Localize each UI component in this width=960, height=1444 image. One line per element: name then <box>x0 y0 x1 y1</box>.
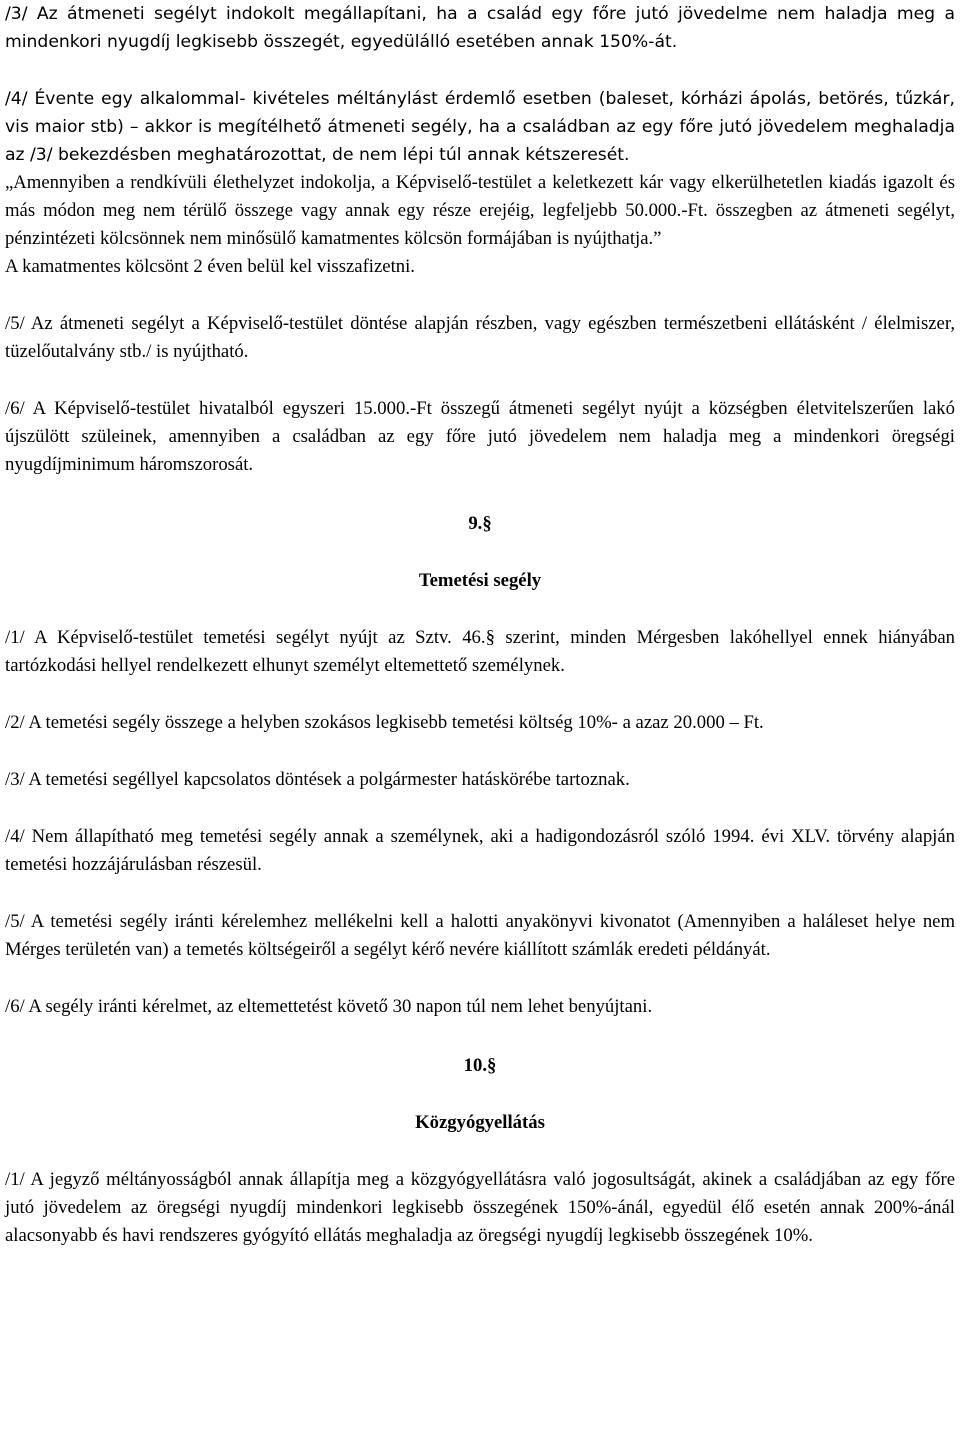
paragraph-4-loan-repayment: A kamatmentes kölcsönt 2 éven belül kel visszafizetni. <box>5 256 415 277</box>
section-9-paragraph-3: /3/ A temetési segéllyel kapcsolatos döntések a polgármester hatáskörébe tartoznak. <box>5 769 630 790</box>
section-10-title: Közgyógyellátás <box>415 1112 545 1133</box>
section-10-paragraph-1: /1/ A jegyző méltányosságból annak állapítja meg a közgyógyellátásra való jogosultságát, akinek a családjában az egy főre jutó jövedelem az öregségi nyugdíj mindenkori legkisebb összegének 150%-ánál, egyedül élő esetén annak 200%-ánál alacsonyabb és havi rendszeres gyógyító ellátás meghaladja az öregségi nyugdíj legkisebb összegének 10%. <box>5 1169 955 1246</box>
section-9-paragraph-4: /4/ Nem állapítható meg temetési segély annak a személynek, aki a hadigondozásról szóló 1994. évi XLV. törvény alapján temetési hozzájárulásban részesül. <box>5 826 955 875</box>
section-9-paragraph-6: /6/ A segély iránti kérelmet, az eltemettetést követő 30 napon túl nem lehet benyújtani. <box>5 996 653 1017</box>
paragraph-6-newborn-aid: /6/ A Képviselő-testület hivatalból egyszeri 15.000.-Ft összegű átmeneti segélyt nyújt a községben életvitelszerűen lakó újszülött szüleinek, amennyiben a családban az egy főre jutó jövedelem nem haladja meg a mindenkori öregségi nyugdíjminimum háromszorosát. <box>5 398 955 475</box>
section-9-paragraph-2: /2/ A temetési segély összege a helyben szokásos legkisebb temetési költség 10%- a azaz 20.000 – Ft. <box>5 712 764 733</box>
section-9-paragraph-1: /1/ A Képviselő-testület temetési segélyt nyújt az Sztv. 46.§ szerint, minden Mérgesben lakóhellyel ennek hiányában tartózkodási hellyel rendelkezett elhunyt személyt eltemettető személynek. <box>5 627 955 676</box>
paragraph-4-exceptional-aid: /4/ Évente egy alkalommal- kivételes méltánylást érdemlő esetben (baleset, kórházi ápolás, betörés, tűzkár, vis maior stb) – akkor is megítélhető átmeneti segély, ha a családban az egy főre jutó jövedelem meghaladja az /3/ bekezdésben meghatározottat, de nem lépi túl annak kétszeresét. <box>5 89 955 165</box>
paragraph-5-in-kind-aid: /5/ Az átmeneti segélyt a Képviselő-testület döntése alapján részben, vagy egészben természetbeni ellátásként / élelmiszer, tüzelőutalvány stb./ is nyújtható. <box>5 313 955 362</box>
section-10-number: 10.§ <box>463 1055 497 1076</box>
paragraph-3-income-limit: /3/ Az átmeneti segélyt indokolt megállapítani, ha a család egy főre jutó jövedelme nem haladja meg a mindenkori nyugdíj legkisebb összegét, egyedülálló esetében annak 150%-át. <box>5 4 955 52</box>
section-9-number: 9.§ <box>468 513 492 534</box>
section-9-paragraph-5: /5/ A temetési segély iránti kérelemhez mellékelni kell a halotti anyakönyvi kivonatot (Amennyiben a haláleset helye nem Mérges területén van) a temetés költségeiről a segélyt kérő nevére kiállított számlák eredeti példányát. <box>5 911 955 960</box>
section-9-title: Temetési segély <box>418 570 542 591</box>
paragraph-4-interest-free-loan: „Amennyiben a rendkívüli élethelyzet indokolja, a Képviselő-testület a keletkezett kár vagy elkerülhetetlen kiadás igazolt és más módon meg nem térülő összege vagy annak egy része erejéig, legfeljebb 50.000.-Ft. összegben az átmeneti segélyt, pénzintézeti kölcsönnek nem minősülő kamatmentes kölcsön formájában is nyújthatja.” <box>5 172 955 249</box>
